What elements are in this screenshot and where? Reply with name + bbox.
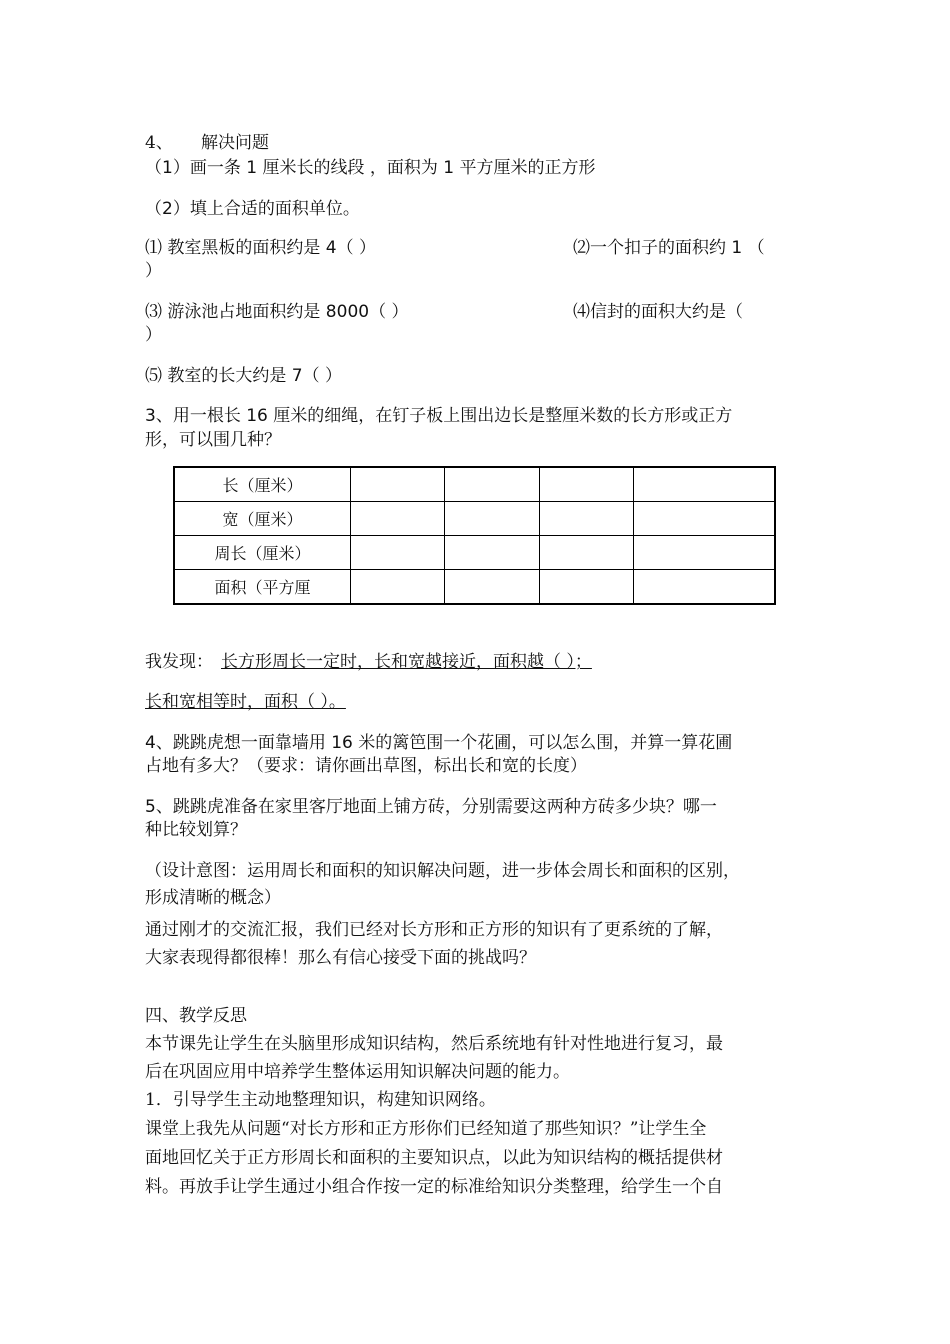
reflection-paragraph: 课堂上我先从问题“对长方形和正方形你们已经知道了那些知识？”让学生全: [145, 1119, 707, 1139]
table-cell: [445, 570, 539, 605]
row-label-perimeter: 周长（厘米）: [174, 536, 351, 570]
table-cell: [351, 536, 445, 570]
question-4-line-2: 占地有多大？（要求：请你画出草图，标出长和宽的长度）: [145, 756, 587, 776]
table-row: [174, 502, 775, 536]
reflection-paragraph: 面地回忆关于正方形周长和面积的主要知识点，以此为知识结构的概括提供材: [145, 1148, 723, 1168]
table-cell: [351, 570, 445, 605]
table-cell: [445, 536, 539, 570]
section-number: 4、: [145, 133, 173, 153]
fill-item-5: ⑸ 教室的长大约是 7（ ）: [145, 366, 343, 386]
row-label-area: 面积（平方厘: [174, 570, 351, 605]
table-cell: [445, 467, 539, 502]
question-3-line-1: 3、用一根长 16 厘米的细绳，在钉子板上围出边长是整厘米数的长方形或正方: [145, 406, 733, 426]
discover-line-1: 长方形周长一定时，长和宽越接近，面积越（ ）；: [221, 652, 592, 672]
table-row: [174, 570, 775, 605]
reflection-paragraph: 料。再放手让学生通过小组合作按一定的标准给知识分类整理，给学生一个自: [145, 1177, 723, 1197]
table-cell: [351, 467, 445, 502]
fill-item-2: ⑵一个扣子的面积约 1 （: [573, 238, 765, 258]
discover-line-2: 长和宽相等时，面积（ ）。: [145, 692, 346, 712]
row-label-length: 长（厘米）: [174, 467, 351, 502]
section-title: 解决问题: [201, 133, 269, 153]
question-5-line-2: 种比较划算？: [145, 820, 247, 840]
table-cell: [539, 502, 633, 536]
table-cell: [633, 536, 775, 570]
question-2: （2）填上合适的面积单位。: [145, 199, 360, 219]
fill-item-4: ⑷信封的面积大约是（: [573, 302, 743, 322]
reflection-heading: 四、教学反思: [145, 1006, 247, 1026]
question-5-line-1: 5、跳跳虎准备在家里客厅地面上铺方砖，分别需要这两种方砖多少块？哪一: [145, 797, 717, 817]
question-4-line-1: 4、跳跳虎想一面靠墙用 16 米的篱笆围一个花圃，可以怎么围，并算一算花圃: [145, 733, 733, 753]
summary-line-1: 通过刚才的交流汇报，我们已经对长方形和正方形的知识有了更系统的了解，: [145, 920, 723, 940]
design-intent-line-1: （设计意图：运用周长和面积的知识解决问题，进一步体会周长和面积的区别，: [145, 861, 740, 881]
table-cell: [539, 536, 633, 570]
table-row: [174, 467, 775, 502]
design-intent-line-2: 形成清晰的概念）: [145, 888, 281, 908]
table-cell: [539, 570, 633, 605]
discover-prefix: 我发现：: [145, 652, 213, 672]
table-cell: [539, 467, 633, 502]
table-cell: [633, 467, 775, 502]
fill-item-1: ⑴ 教室黑板的面积约是 4（ ）: [145, 238, 377, 258]
fill-item-3: ⑶ 游泳池占地面积约是 8000（ ）: [145, 302, 409, 322]
table-row: [174, 536, 775, 570]
reflection-paragraph: 后在巩固应用中培养学生整体运用知识解决问题的能力。: [145, 1062, 570, 1082]
table-cell: [445, 502, 539, 536]
row-label-width: 宽（厘米）: [174, 502, 351, 536]
table-cell: [633, 570, 775, 605]
reflection-paragraph: 本节课先让学生在头脑里形成知识结构，然后系统地有针对性地进行复习，最: [145, 1034, 723, 1054]
fill-item-2-close: ）: [145, 261, 162, 281]
table-cell: [351, 502, 445, 536]
reflection-point-1: 1．引导学生主动地整理知识，构建知识网络。: [145, 1090, 496, 1110]
table-cell: [633, 502, 775, 536]
data-table: [173, 466, 776, 605]
question-3-line-2: 形，可以围几种？: [145, 430, 281, 450]
question-1: （1）画一条 1 厘米长的线段 ，面积为 1 平方厘米的正方形: [145, 158, 596, 178]
fill-item-4-close: ）: [145, 325, 162, 345]
summary-line-2: 大家表现得都很棒！那么有信心接受下面的挑战吗？: [145, 948, 536, 968]
